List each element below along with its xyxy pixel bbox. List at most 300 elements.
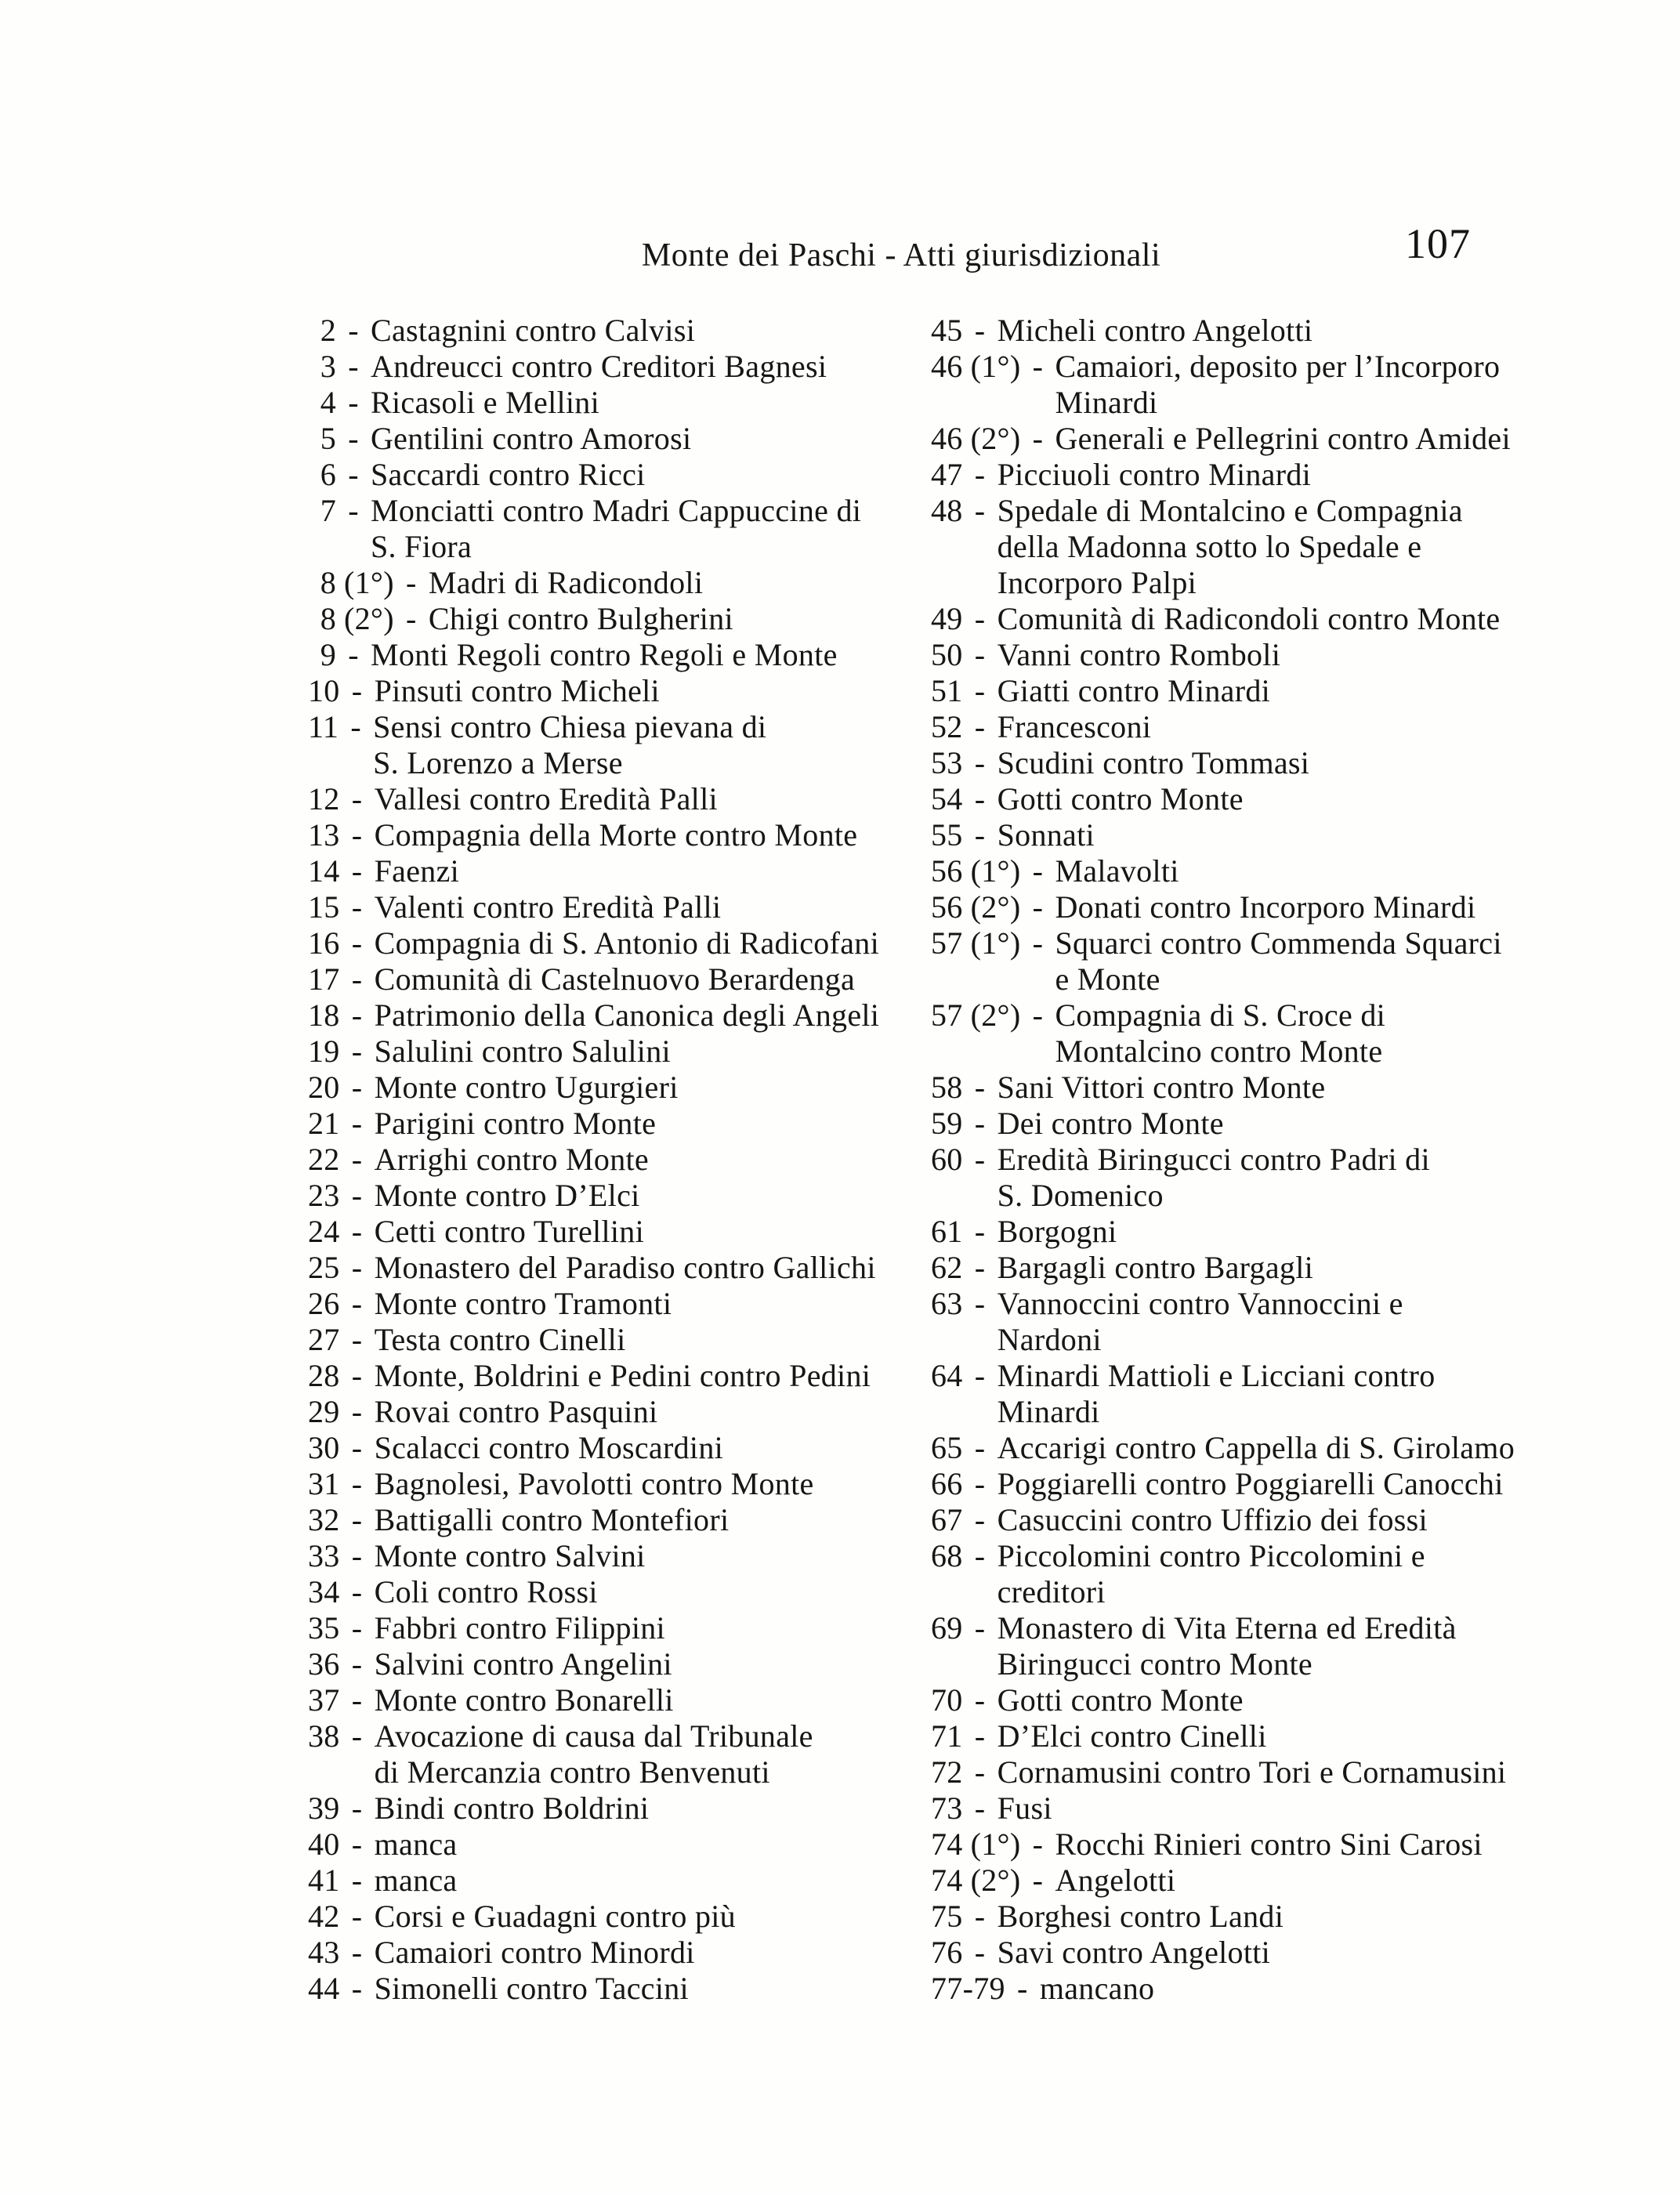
entry-dash: -	[348, 313, 359, 348]
entry-number-suffix: (2°)	[970, 997, 1021, 1033]
entry-dash: -	[974, 493, 986, 528]
entry-text-line: mancano	[1039, 1971, 1155, 2006]
entry-dash: -	[974, 1790, 986, 1826]
entry-text	[375, 1358, 903, 1394]
entry-number: 7	[320, 493, 336, 528]
entry-text-line: Gotti contro Monte	[997, 1682, 1244, 1718]
entry-text-line: Monciatti contro Madri Cappuccine di	[371, 493, 862, 528]
entry-dash: -	[1032, 997, 1044, 1033]
entry-number: 66	[931, 1466, 963, 1501]
list-item	[308, 709, 903, 781]
entry-text-line: manca	[374, 1863, 458, 1898]
entry-number: 68	[931, 1538, 963, 1573]
entry-text-line: Compagnia della Morte contro Monte	[374, 817, 858, 853]
list-item	[931, 1971, 1667, 2007]
entry-dash: -	[348, 457, 359, 492]
entry-number: 61	[931, 1214, 963, 1249]
entry-dash: -	[351, 1466, 363, 1501]
entry-text	[375, 781, 903, 817]
entry-text-line: Monte contro Ugurgieri	[374, 1070, 679, 1105]
entry-dash: -	[351, 781, 363, 816]
entry-dash: -	[351, 1790, 363, 1826]
entry-number: 57	[931, 997, 963, 1033]
entry-text-line: di Mercanzia contro Benvenuti	[374, 1754, 770, 1790]
entry-dash: -	[1032, 421, 1044, 456]
entry-text-line: Monte, Boldrini e Pedini contro Pedini	[374, 1358, 871, 1393]
list-item	[931, 1863, 1667, 1899]
entry-number: 60	[931, 1142, 963, 1177]
list-item	[308, 1682, 903, 1718]
entry-text	[998, 313, 1667, 349]
list-item	[931, 781, 1667, 817]
entry-text-line: Giatti contro Minardi	[997, 673, 1271, 708]
entry-text	[998, 781, 1667, 817]
entry-text	[375, 1034, 903, 1070]
list-item	[931, 637, 1667, 673]
entry-text-line: Camaiori, deposito per l’Incorporo	[1055, 349, 1501, 384]
entry-text	[998, 1214, 1667, 1250]
list-item	[308, 1718, 903, 1790]
entry-number: 37	[308, 1682, 340, 1718]
entry-dash: -	[974, 601, 986, 636]
entry-text-line: creditori	[997, 1574, 1106, 1609]
entry-dash: -	[974, 1430, 986, 1465]
entry-number: 10	[308, 673, 340, 708]
entry-text	[998, 1682, 1667, 1718]
entry-number: 56	[931, 889, 963, 925]
entry-text	[1055, 853, 1667, 889]
entry-text-line: Chigi contro Bulgherini	[428, 601, 733, 636]
entry-text	[371, 421, 903, 457]
entry-text-line: Monastero di Vita Eterna ed Eredità	[997, 1610, 1457, 1646]
entry-text-line: Coli contro Rossi	[374, 1574, 598, 1609]
entry-text	[998, 1502, 1667, 1538]
list-item	[931, 1466, 1667, 1502]
entry-number: 64	[931, 1358, 963, 1393]
entry-dash: -	[351, 1142, 363, 1177]
entry-dash: -	[406, 565, 417, 600]
entry-dash: -	[351, 1250, 363, 1285]
entry-number: 50	[931, 637, 963, 672]
list-item	[931, 1610, 1667, 1682]
entry-dash: -	[351, 673, 363, 708]
entry-dash: -	[974, 1538, 986, 1573]
entry-dash: -	[348, 637, 359, 672]
entry-text-line: Casuccini contro Uffizio dei fossi	[997, 1502, 1428, 1537]
list-item	[931, 457, 1667, 493]
entry-dash: -	[974, 1214, 986, 1249]
entry-text-line: Spedale di Montalcino e Compagnia	[997, 493, 1463, 528]
entry-number: 51	[931, 673, 963, 708]
entry-text	[998, 745, 1667, 781]
entry-dash: -	[974, 1899, 986, 1934]
entry-text-line: Malavolti	[1055, 853, 1179, 889]
entry-number: 74	[931, 1863, 963, 1898]
entry-text-line: Cornamusini contro Tori e Cornamusini	[997, 1754, 1507, 1790]
entry-number-suffix: (1°)	[970, 349, 1021, 384]
entry-number: 26	[308, 1286, 340, 1321]
entry-text-line: Avocazione di causa dal Tribunale	[374, 1718, 813, 1754]
list-item	[308, 493, 903, 565]
entry-text	[375, 1466, 903, 1502]
entry-text	[375, 997, 903, 1034]
entry-text	[375, 1610, 903, 1646]
entry-number: 11	[308, 709, 339, 744]
list-item	[931, 1538, 1667, 1610]
entry-dash: -	[1032, 925, 1044, 961]
entry-text	[998, 457, 1667, 493]
entry-text	[375, 853, 903, 889]
list-item	[308, 1574, 903, 1610]
entry-number: 18	[308, 997, 340, 1033]
entry-text	[371, 457, 903, 493]
entry-number: 70	[931, 1682, 963, 1718]
entry-text-line: Vannoccini contro Vannoccini e	[997, 1286, 1403, 1321]
entry-dash: -	[974, 1286, 986, 1321]
entry-text	[998, 817, 1667, 853]
entry-dash: -	[351, 1610, 363, 1646]
entry-dash: -	[351, 1106, 363, 1141]
entry-text-line: e Monte	[1055, 961, 1160, 997]
entry-dash: -	[1032, 1827, 1044, 1862]
entry-text-line: Andreucci contro Creditori Bagnesi	[371, 349, 827, 384]
entry-dash: -	[351, 1394, 363, 1429]
entry-dash: -	[351, 1646, 363, 1682]
list-item	[931, 493, 1667, 601]
list-item	[308, 1106, 903, 1142]
entry-text-line: Compagnia di S. Croce di	[1055, 997, 1386, 1033]
list-item	[931, 709, 1667, 745]
entry-dash: -	[351, 1034, 363, 1069]
entry-dash: -	[974, 1358, 986, 1393]
list-item	[308, 349, 903, 385]
list-item	[308, 1790, 903, 1827]
entry-text	[998, 1286, 1667, 1358]
entry-text-line: Bindi contro Boldrini	[374, 1790, 650, 1826]
entry-dash: -	[351, 1322, 363, 1357]
entry-text	[998, 1899, 1667, 1935]
entry-text	[1055, 349, 1667, 421]
list-item	[931, 601, 1667, 637]
entry-text-line: S. Domenico	[997, 1178, 1164, 1213]
entry-text	[375, 673, 903, 709]
entry-number: 54	[931, 781, 963, 816]
list-item	[931, 1070, 1667, 1106]
entry-text-line: Donati contro Incorporo Minardi	[1055, 889, 1476, 925]
entry-dash: -	[351, 1682, 363, 1718]
entry-text-line: Ricasoli e Mellini	[371, 385, 600, 420]
list-item	[308, 853, 903, 889]
entry-number: 39	[308, 1790, 340, 1826]
entry-text-line: Fabbri contro Filippini	[374, 1610, 665, 1646]
entry-dash: -	[348, 421, 359, 456]
list-item	[308, 1971, 903, 2007]
list-item	[308, 1286, 903, 1322]
entry-number: 8	[320, 601, 336, 636]
entry-text-line: Rocchi Rinieri contro Sini Carosi	[1055, 1827, 1483, 1862]
list-item	[308, 1610, 903, 1646]
entry-text-line: Faenzi	[374, 853, 460, 889]
entry-number: 41	[308, 1863, 340, 1898]
entry-text-line: Montalcino contro Monte	[1055, 1034, 1383, 1069]
entry-dash: -	[351, 1574, 363, 1609]
list-item	[308, 565, 903, 601]
entry-text-line: Borghesi contro Landi	[997, 1899, 1284, 1934]
entry-text	[375, 1899, 903, 1935]
entry-number: 74	[931, 1827, 963, 1862]
entry-text	[371, 493, 903, 565]
entry-number: 56	[931, 853, 963, 889]
entry-text	[375, 1863, 903, 1899]
entry-text-line: Incorporo Palpi	[997, 565, 1197, 600]
entry-dash: -	[351, 1358, 363, 1393]
entry-text	[998, 1250, 1667, 1286]
entry-text-line: Fusi	[997, 1790, 1052, 1826]
entry-number: 35	[308, 1610, 340, 1646]
entry-number: 29	[308, 1394, 340, 1429]
entry-text-line: Parigini contro Monte	[374, 1106, 657, 1141]
entry-number: 46	[931, 421, 963, 456]
entry-text	[998, 1790, 1667, 1827]
entry-number: 55	[931, 817, 963, 853]
entry-text-line: Monte contro D’Elci	[374, 1178, 640, 1213]
entry-text	[375, 1250, 903, 1286]
entry-text-line: Salvini contro Angelini	[374, 1646, 672, 1682]
entry-text-line: S. Lorenzo a Merse	[373, 745, 623, 780]
list-item	[931, 1682, 1667, 1718]
entry-text	[998, 709, 1667, 745]
entry-text	[1055, 1863, 1667, 1899]
entry-number: 45	[931, 313, 963, 348]
entry-dash: -	[351, 1718, 363, 1754]
list-item	[308, 1935, 903, 1971]
entry-number: 9	[320, 637, 336, 672]
entry-text	[375, 1214, 903, 1250]
entry-text	[371, 349, 903, 385]
entry-number: 12	[308, 781, 340, 816]
entry-text-line: Bargagli contro Bargagli	[997, 1250, 1314, 1285]
entry-dash: -	[348, 493, 359, 528]
entry-text	[998, 1610, 1667, 1682]
entry-text	[998, 637, 1667, 673]
entry-number: 38	[308, 1718, 340, 1754]
list-item	[308, 1322, 903, 1358]
left-column	[308, 313, 903, 2007]
entry-text	[998, 1538, 1667, 1610]
list-item	[931, 1106, 1667, 1142]
entry-number: 43	[308, 1935, 340, 1970]
entry-number: 71	[931, 1718, 963, 1754]
entry-dash: -	[974, 1142, 986, 1177]
entry-text	[375, 1502, 903, 1538]
entry-number: 23	[308, 1178, 340, 1213]
entry-dash: -	[351, 1863, 363, 1898]
entry-text	[998, 1142, 1667, 1214]
list-item	[308, 1394, 903, 1430]
entry-dash: -	[351, 1070, 363, 1105]
entry-text	[375, 1574, 903, 1610]
entry-text-line: Sonnati	[997, 817, 1095, 853]
entry-text-line: Savi contro Angelotti	[997, 1935, 1271, 1970]
list-item	[308, 889, 903, 925]
entry-dash: -	[1017, 1971, 1028, 2006]
entry-text	[1040, 1971, 1667, 2007]
entry-text	[375, 1070, 903, 1106]
entry-text	[375, 1178, 903, 1214]
entry-text	[998, 1070, 1667, 1106]
entry-dash: -	[974, 457, 986, 492]
entry-number: 53	[931, 745, 963, 780]
list-item	[308, 925, 903, 961]
entry-text-line: Minardi	[1055, 385, 1158, 420]
list-item	[931, 1899, 1667, 1935]
list-item	[308, 781, 903, 817]
entry-dash: -	[974, 1610, 986, 1646]
entry-text-line: Testa contro Cinelli	[374, 1322, 626, 1357]
entry-text-line: Battigalli contro Montefiori	[374, 1502, 730, 1537]
list-item	[308, 1430, 903, 1466]
entry-number: 59	[931, 1106, 963, 1141]
list-item	[308, 1178, 903, 1214]
list-item	[308, 601, 903, 637]
entry-number: 75	[931, 1899, 963, 1934]
entry-text-line: Pinsuti contro Micheli	[374, 673, 660, 708]
entry-text	[375, 1430, 903, 1466]
entry-dash: -	[351, 1935, 363, 1970]
entry-number-suffix: (2°)	[970, 421, 1021, 456]
entry-text	[998, 1358, 1667, 1430]
entry-dash: -	[1032, 349, 1044, 384]
entry-text	[1055, 421, 1667, 457]
list-item	[931, 1214, 1667, 1250]
entry-number: 32	[308, 1502, 340, 1537]
entry-text-line: Cetti contro Turellini	[374, 1214, 645, 1249]
entry-text-line: D’Elci contro Cinelli	[997, 1718, 1267, 1754]
entry-number: 25	[308, 1250, 340, 1285]
entry-number: 13	[308, 817, 340, 853]
list-item	[308, 637, 903, 673]
entry-text	[375, 925, 903, 961]
list-item	[308, 1034, 903, 1070]
list-item	[308, 1502, 903, 1538]
list-item	[308, 817, 903, 853]
entry-number: 36	[308, 1646, 340, 1682]
entry-text	[375, 1142, 903, 1178]
entry-text	[1055, 889, 1667, 925]
entry-number: 49	[931, 601, 963, 636]
entry-text-line: Bagnolesi, Pavolotti contro Monte	[374, 1466, 814, 1501]
entry-number-suffix: (1°)	[970, 853, 1021, 889]
list-item	[308, 1466, 903, 1502]
entry-dash: -	[351, 1502, 363, 1537]
list-item	[308, 1863, 903, 1899]
list-item	[931, 1718, 1667, 1754]
entry-number-suffix: (1°)	[344, 565, 394, 600]
entry-dash: -	[974, 673, 986, 708]
entry-dash: -	[974, 637, 986, 672]
entry-text-line: Francesconi	[997, 709, 1152, 744]
entry-dash: -	[351, 1286, 363, 1321]
entry-dash: -	[974, 1502, 986, 1537]
entry-number: 22	[308, 1142, 340, 1177]
list-item	[931, 349, 1667, 421]
list-item	[931, 1827, 1667, 1863]
entry-number: 14	[308, 853, 340, 889]
entry-text	[375, 889, 903, 925]
entry-number: 62	[931, 1250, 963, 1285]
running-title: Monte dei Paschi - Atti giurisdizionali	[641, 237, 1161, 273]
entry-number: 2	[320, 313, 336, 348]
list-item	[308, 1827, 903, 1863]
entry-text	[375, 1971, 903, 2007]
entry-number: 17	[308, 961, 340, 997]
entry-dash: -	[351, 1899, 363, 1934]
entry-dash: -	[974, 1718, 986, 1754]
list-item	[931, 817, 1667, 853]
entry-text-line: Patrimonio della Canonica degli Angeli	[374, 997, 880, 1033]
entry-text	[998, 1106, 1667, 1142]
list-item	[931, 1286, 1667, 1358]
entry-dash: -	[974, 745, 986, 780]
entry-text	[1055, 925, 1667, 997]
entry-text-line: manca	[374, 1827, 458, 1862]
entry-dash: -	[351, 997, 363, 1033]
entry-text-line: Nardoni	[997, 1322, 1102, 1357]
entry-number: 16	[308, 925, 340, 961]
entry-dash: -	[351, 925, 363, 961]
entry-text-line: Gotti contro Monte	[997, 781, 1244, 816]
entry-text-line: Arrighi contro Monte	[374, 1142, 649, 1177]
entry-dash: -	[351, 1214, 363, 1249]
entry-dash: -	[406, 601, 417, 636]
entry-text-line: Vanni contro Romboli	[997, 637, 1281, 672]
entry-text	[375, 1682, 903, 1718]
list-item	[931, 889, 1667, 925]
entry-text	[375, 1322, 903, 1358]
entry-number: 77-79	[931, 1971, 1005, 2006]
entry-number-suffix: (2°)	[344, 601, 394, 636]
entry-text	[998, 493, 1667, 601]
list-item	[308, 961, 903, 997]
entry-number: 27	[308, 1322, 340, 1357]
list-item	[308, 1899, 903, 1935]
list-item	[931, 1754, 1667, 1790]
entry-number: 72	[931, 1754, 963, 1790]
entry-dash: -	[351, 1971, 363, 2006]
entry-text	[429, 565, 903, 601]
entry-number: 4	[320, 385, 336, 420]
entry-dash: -	[348, 385, 359, 420]
entry-text	[429, 601, 903, 637]
entry-text-line: Monastero del Paradiso contro Gallichi	[374, 1250, 876, 1285]
entry-text	[375, 1827, 903, 1863]
entry-dash: -	[351, 853, 363, 889]
entry-text-line: Accarigi contro Cappella di S. Girolamo	[997, 1430, 1515, 1465]
entry-text	[998, 601, 1667, 637]
entry-text	[375, 1286, 903, 1322]
list-item	[931, 853, 1667, 889]
entry-text	[375, 817, 903, 853]
list-item	[931, 1935, 1667, 1971]
entry-text-line: Biringucci contro Monte	[997, 1646, 1312, 1682]
entry-text-line: Squarci contro Commenda Squarci	[1055, 925, 1502, 961]
entry-text-line: Dei contro Monte	[997, 1106, 1224, 1141]
entry-text-line: Minardi	[997, 1394, 1100, 1429]
entry-number: 69	[931, 1610, 963, 1646]
list-item	[931, 1430, 1667, 1466]
entry-text-line: Sani Vittori contro Monte	[997, 1070, 1326, 1105]
entry-dash: -	[348, 349, 359, 384]
